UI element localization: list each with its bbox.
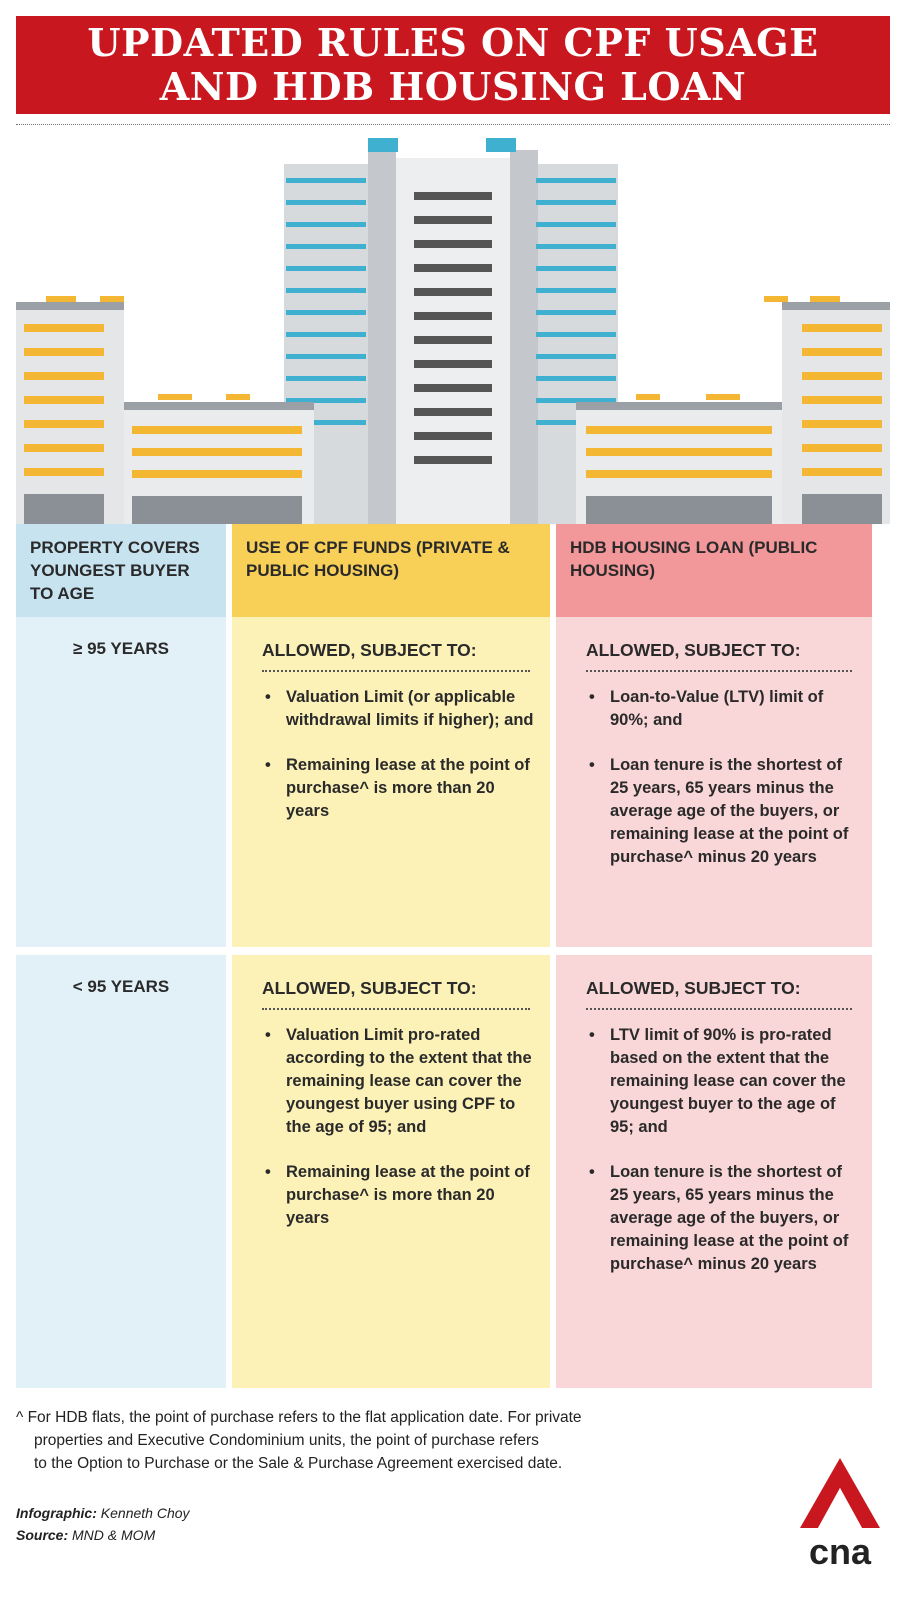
row2-cpf-list [262, 1024, 538, 1230]
row2-hdb-cell [556, 955, 872, 1388]
list-item: • Loan tenure is the shortest of 25 years, 65 years minus the average age of the buyers, or remaining lease at the point of purchase^ minus 20 years [586, 1161, 860, 1276]
credit-infographic-value: Kenneth Choy [100, 1505, 190, 1521]
footnote-line-3: to the Option to Purchase or the Sale & Purchase Agreement exercised date. [34, 1455, 563, 1472]
list-item: • Valuation Limit (or applicable withdrawal limits if higher); and [262, 686, 538, 732]
row1-hdb-cell [556, 617, 872, 947]
row2-hdb-list [586, 1024, 860, 1276]
footnote [16, 1406, 876, 1475]
row2-age-label: < 95 YEARS [72, 977, 170, 996]
credit-source-label: Source: [16, 1527, 69, 1543]
row2-cpf-heading: ALLOWED, SUBJECT TO: [262, 977, 530, 1010]
credit-source-value: MND & MOM [72, 1527, 156, 1543]
cna-logo [800, 1458, 880, 1578]
row1-cpf-cell [232, 617, 550, 947]
credits [16, 1502, 190, 1546]
title-line-2: AND HDB HOUSING LOAN [159, 64, 747, 109]
row1-cpf-heading: ALLOWED, SUBJECT TO: [262, 639, 530, 672]
credit-infographic-label: Infographic: [16, 1505, 97, 1521]
header-age-coverage: PROPERTY COVERS YOUNGEST BUYER TO AGE [16, 524, 226, 617]
list-item: • Loan-to-Value (LTV) limit of 90%; and [586, 686, 860, 732]
title-banner [16, 16, 890, 114]
credit-infographic [16, 1502, 190, 1524]
list-item: • Remaining lease at the point of purchase^ is more than 20 years [262, 1161, 538, 1230]
row1-hdb-heading: ALLOWED, SUBJECT TO: [586, 639, 852, 672]
row1-age [16, 617, 226, 947]
row2-hdb-heading: ALLOWED, SUBJECT TO: [586, 977, 852, 1010]
list-item: • LTV limit of 90% is pro-rated based on the extent that the remaining lease can cover the youngest buyer to the age of 95; and [586, 1024, 860, 1139]
title-line-1: UPDATED RULES ON CPF USAGE [87, 20, 819, 65]
header-cpf-funds: USE OF CPF FUNDS (PRIVATE & PUBLIC HOUSING) [232, 524, 550, 617]
row2-cpf-cell [232, 955, 550, 1388]
row1-cpf-list [262, 686, 538, 823]
list-item: • Remaining lease at the point of purchase^ is more than 20 years [262, 754, 538, 823]
cna-logo-text: cna [808, 1531, 872, 1572]
row1-hdb-list [586, 686, 860, 869]
row2-age [16, 955, 226, 1388]
footnote-line-1: ^ For HDB flats, the point of purchase refers to the flat application date. For private [16, 1409, 582, 1426]
list-item: • Loan tenure is the shortest of 25 years, 65 years minus the average age of the buyers, or remaining lease at the point of purchase^ minus 20 years [586, 754, 860, 869]
row1-age-label: ≥ 95 YEARS [73, 639, 169, 658]
hdb-skyline-illustration [16, 138, 890, 524]
credit-source [16, 1524, 190, 1546]
header-divider [16, 124, 890, 125]
list-item: • Valuation Limit pro-rated according to the extent that the remaining lease can cover the youngest buyer using CPF to the age of 95; and [262, 1024, 538, 1139]
header-hdb-loan: HDB HOUSING LOAN (PUBLIC HOUSING) [556, 524, 872, 617]
footnote-line-2: properties and Executive Condominium units, the point of purchase refers [34, 1432, 539, 1449]
